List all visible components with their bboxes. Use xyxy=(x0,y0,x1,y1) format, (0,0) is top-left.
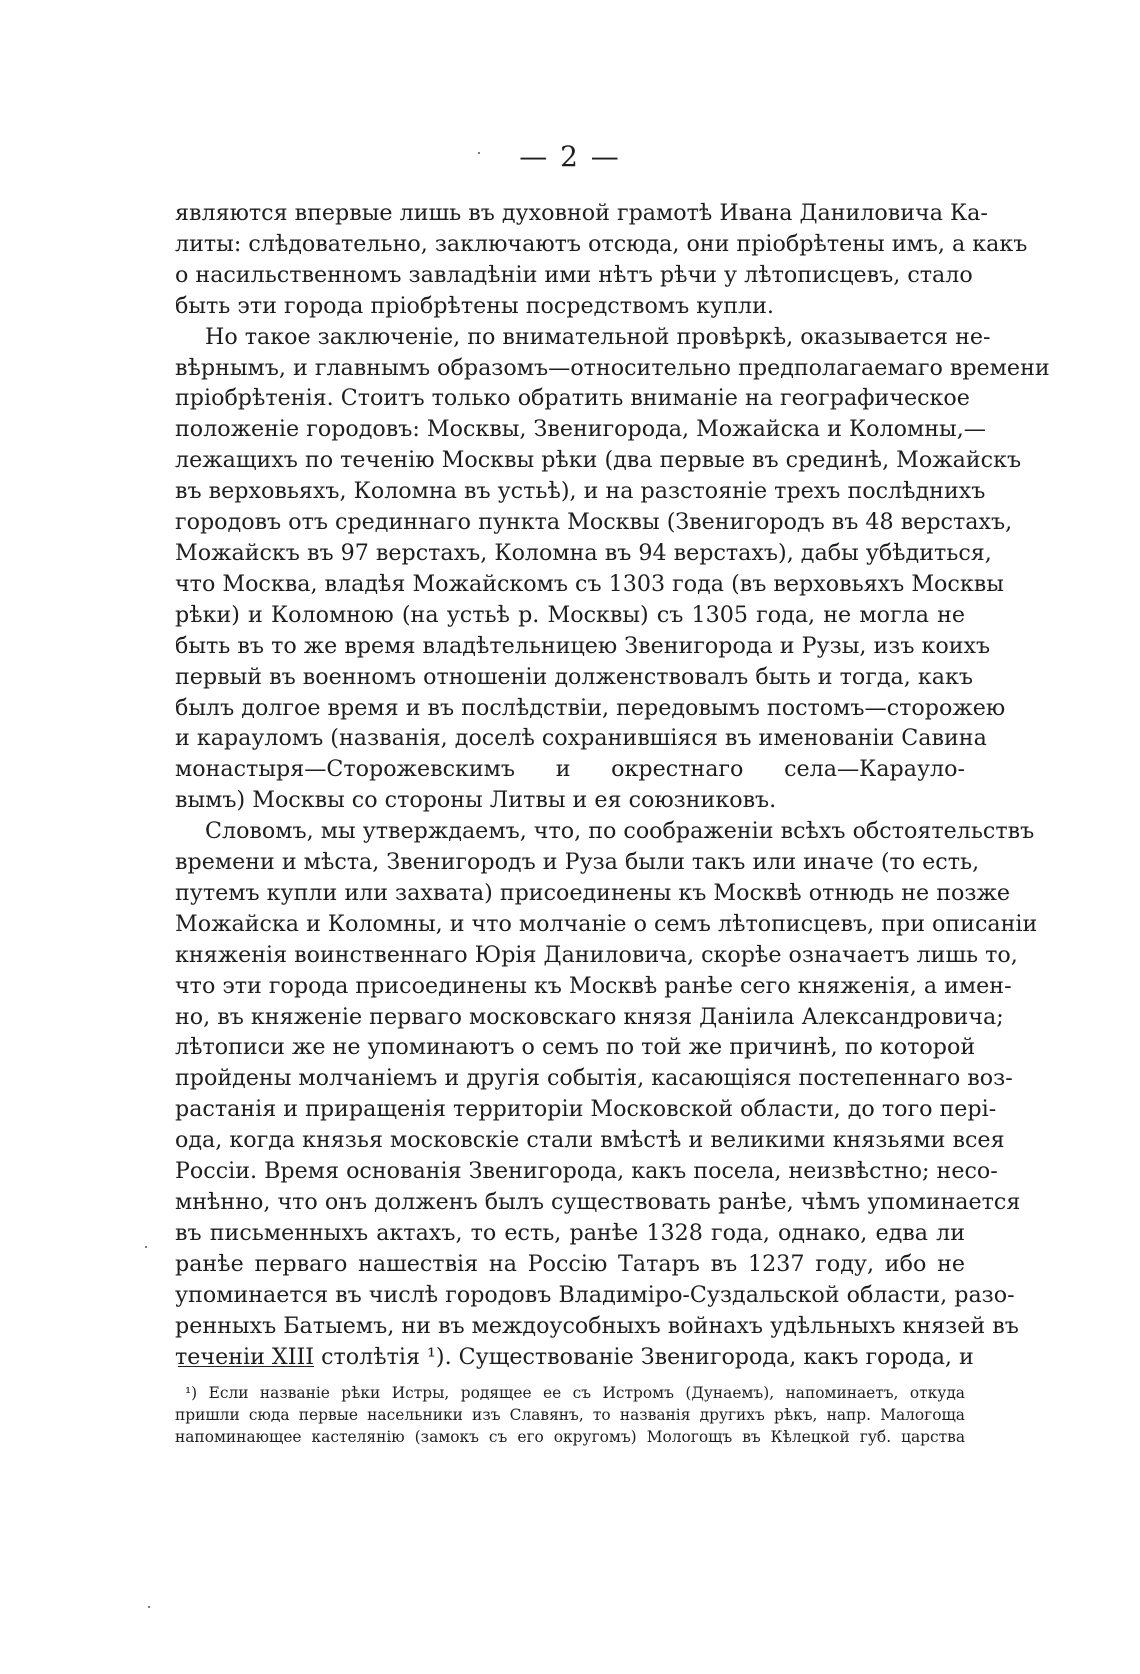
text-line: путемъ купли или захвата) присоединены къ Москвѣ отнюдь не позже xyxy=(175,879,1010,906)
text-line: въ письменныхъ актахъ, то есть, ранѣе 1328 года, однако, едва ли xyxy=(175,1219,965,1246)
text-line: положеніе городовъ: Москвы, Звенигорода, Можайска и Коломны,— xyxy=(175,416,986,443)
text-line: времени и мѣста, Звенигородъ и Руза были такъ или иначе (то есть, xyxy=(175,849,980,876)
text-line: лѣтописи же не упоминаютъ о семъ по той же причинѣ, по которой xyxy=(175,1034,976,1061)
text-line: быть въ то же время владѣтельницею Звенигорода и Рузы, изъ коихъ xyxy=(175,632,991,659)
footnote-line: пришли сюда первые насельники изъ Славянъ, то названія другихъ рѣкъ, напр. Малогоща xyxy=(175,1406,965,1424)
text-line: рѣки) и Коломною (на устьѣ р. Москвы) съ 1305 года, не могла не xyxy=(175,601,965,628)
text-line: вѣрнымъ, и главнымъ образомъ—относительно предполагаемаго времени xyxy=(175,354,1050,381)
text-line: что эти города присоединены къ Москвѣ ранѣе сего княженія, а имен- xyxy=(175,972,1012,999)
page-number: — 2 — xyxy=(519,140,621,173)
text-line: растанія и приращенія территоріи Московской области, до того пері- xyxy=(175,1096,997,1123)
footnote-line: напоминающее кастелянію (замокъ съ его округомъ) Мологощъ въ Кѣлецкой губ. царства xyxy=(175,1428,965,1446)
text-line: монастыря—Сторожевскимъ и окрестнаго села—Караулo- xyxy=(175,756,965,783)
text-line: Можайскъ въ 97 верстахъ, Коломна въ 94 верстахъ), дабы убѣдиться, xyxy=(175,539,992,566)
text-line: вымъ) Москвы со стороны Литвы и ея союзниковъ. xyxy=(175,787,777,814)
text-line: Но такое заключеніе, по внимательной провѣркѣ, оказывается не- xyxy=(205,323,991,350)
footnote-divider xyxy=(178,1366,314,1367)
text-line: мнѣнно, что онъ долженъ былъ существовать ранѣе, чѣмъ упоминается xyxy=(175,1189,1021,1215)
text-line: литы: слѣдовательно, заключаютъ отсюда, они пріобрѣтены имъ, а какъ xyxy=(175,230,1028,257)
body-text xyxy=(175,198,1050,1372)
text-line: Россіи. Время основанія Звенигорода, какъ посела, неизвѣстно; несо- xyxy=(175,1158,998,1185)
text-line: упоминается въ числѣ городовъ Владиміро-Суздальской области, разо- xyxy=(175,1281,1015,1308)
text-line: но, въ княженіе перваго московскаго князя Даніила Александровича; xyxy=(175,1003,1004,1030)
text-line: пройдены молчаніемъ и другія событія, касающіяся постепеннаго воз- xyxy=(175,1065,1013,1092)
text-line: лежащихъ по теченію Москвы рѣки (два первые въ срединѣ, Можайскъ xyxy=(175,447,1022,474)
text-line: былъ долгое время и въ послѣдствіи, передовымъ постомъ—сторожею xyxy=(175,694,1006,721)
text-line: ода, когда князья московскіе стали вмѣстѣ и великими князьями всея xyxy=(175,1127,1005,1154)
text-line: о насильственномъ завладѣніи ими нѣтъ рѣчи у лѣтописцевъ, стало xyxy=(175,261,973,288)
text-line: теченіи XIII столѣтія ¹). Существованіе Звенигорода, какъ города, и xyxy=(175,1343,974,1370)
text-line: пріобрѣтенія. Стоитъ только обратить вниманіе на географическое xyxy=(175,385,970,412)
footnotes xyxy=(175,1382,965,1448)
scan-speck xyxy=(148,1606,150,1608)
text-line: что Москва, владѣя Можайскомъ съ 1303 года (въ верховьяхъ Москвы xyxy=(175,570,1004,597)
text-line: въ верховьяхъ, Коломна въ устьѣ), и на разстояніе трехъ послѣднихъ xyxy=(175,478,986,505)
text-line: княженія воинственнаго Юрія Даниловича, скорѣе означаетъ лишь то, xyxy=(175,941,1018,968)
text-line: ранѣе перваго нашествія на Россію Татаръ въ 1237 году, ибо не xyxy=(175,1250,965,1277)
text-line: и карауломъ (названія, доселѣ сохранившіяся въ именованіи Савина xyxy=(175,725,987,752)
text-line: являются впервые лишь въ духовной грамотѣ Ивана Даниловича Ка- xyxy=(175,200,988,226)
footnote-line: ¹) Если названіе рѣки Истры, родящее ее съ Истромъ (Дунаемъ), напоминаетъ, откуда xyxy=(185,1384,965,1402)
text-line: Можайска и Коломны, и что молчаніе о семъ лѣтописцевъ, при описаніи xyxy=(175,910,1038,937)
scan-speck xyxy=(478,152,480,154)
text-line: Словомъ, мы утверждаемъ, что, по соображеніи всѣхъ обстоятельствъ xyxy=(205,818,1035,845)
text-line: ренныхъ Батыемъ, ни въ междоусобныхъ войнахъ удѣльныхъ князей въ xyxy=(175,1312,1019,1339)
text-line: городовъ отъ срединнаго пункта Москвы (Звенигородъ въ 48 верстахъ, xyxy=(175,509,1013,536)
text-line: быть эти города пріобрѣтены посредствомъ купли. xyxy=(175,292,774,319)
scan-speck xyxy=(145,1246,147,1248)
text-line: первый въ военномъ отношеніи долженствовалъ быть и тогда, какъ xyxy=(175,663,973,690)
